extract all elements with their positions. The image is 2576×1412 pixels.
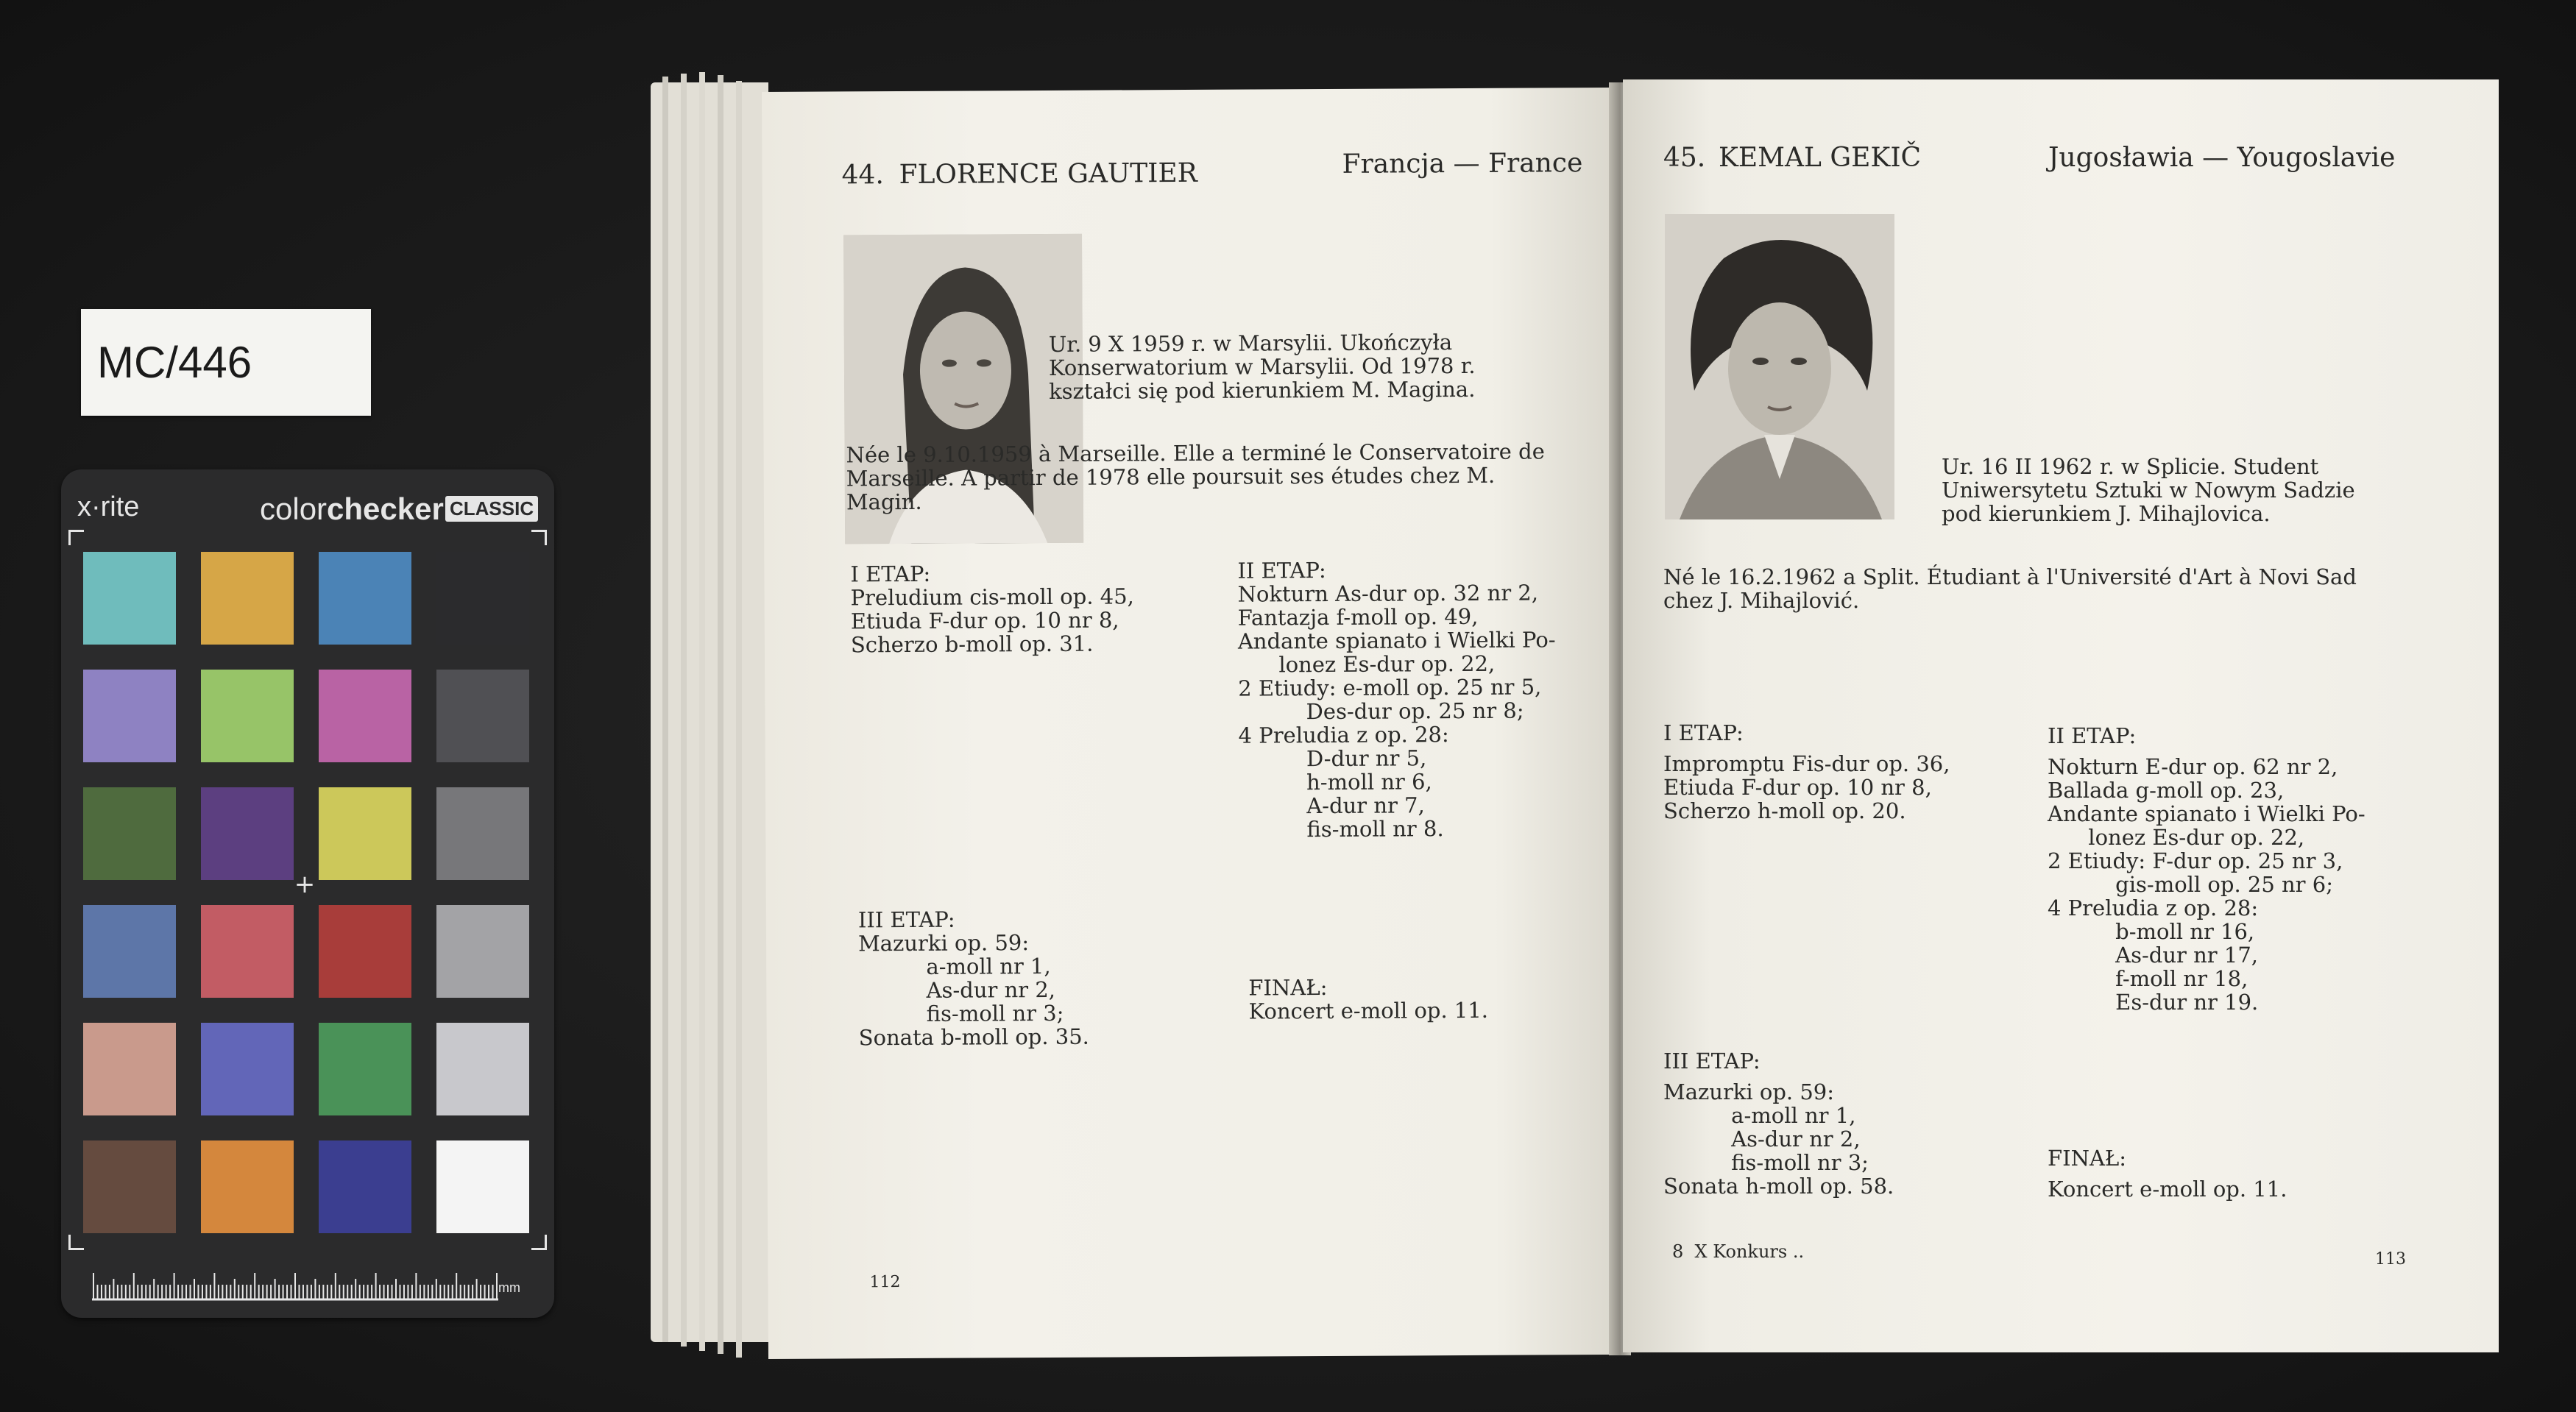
stage-1-program: Impromptu Fis-dur op. 36, Etiuda F-dur op. 10 nr 8, Scherzo h-moll op. 20. [1663,751,1950,823]
stage-3-program: Mazurki op. 59: a-moll nr 1, As-dur nr 2, fis-moll nr 3; Sonata b-moll op. 35. [857,930,1089,1051]
archive-label-text: MC/446 [97,338,252,387]
portrait-photo [1665,214,1894,519]
stage-3-program: Mazurki op. 59: a-moll nr 1, As-dur nr 2, fis-moll nr 3; Sonata h-moll op. 58. [1663,1079,1894,1199]
page-stack-edge [699,72,705,1351]
competitor-country: Francja — France [1342,148,1583,180]
page-stack-edge [718,75,723,1354]
bio-french: Née le 9.10.1959 à Marseille. Elle a terminé le Conservatoire de Marseille. A partir de 1978 elle poursuit ses études chez M. Magin. [846,439,1545,515]
right-page [1623,79,2499,1352]
bio-polish: Ur. 9 X 1959 r. w Marsylii. Ukończyła Konserwatorium w Marsylii. Od 1978 r. kształci się pod kierunkiem M. Magina. [1048,330,1476,404]
crosshair-icon: + [294,870,316,899]
stage-2-title: II ETAP: [2048,723,2137,748]
portrait-image [1665,214,1894,519]
final-title: FINAŁ: [2048,1146,2127,1171]
final-program: Koncert e-moll op. 11. [2048,1177,2287,1202]
competitor-name: KEMAL GEKIČ [1719,143,1922,173]
stage-2-title: II ETAP: [1237,557,1326,583]
xrite-logo: x·rite [77,492,140,522]
page-stack-edge [662,77,668,1342]
stage-2-program: Nokturn E-dur op. 62 nr 2, Ballada g-moll op. 23, Andante spianato i Wielki Po- lonez Es-dur op. 22, 2 Etiudy: F-dur op. 25 nr 3, gis-moll op. 25 nr 6; 4 Preludia z op. 28: b-moll nr 16, As-dur nr 17, f-moll nr 18, Es-dur nr 19. [2048,754,2366,1015]
stage-1-program: Preludium cis-moll op. 45, Etiuda F-dur op. 10 nr 8, Scherzo b-moll op. 31. [850,583,1134,658]
left-page [762,88,1626,1359]
ruler-unit: mm [498,1280,520,1295]
final-title: FINAŁ: [1248,974,1328,1001]
bio-polish: Ur. 16 II 1962 r. w Splicie. Student Uniwersytetu Sztuki w Nowym Sadzie pod kierunkiem J. Mihajlovica. [1942,454,2355,526]
bio-french: Né le 16.2.1962 a Split. Étudiant à l'Université d'Art à Novi Sad chez J. Mihajlović. [1663,564,2357,613]
stage-3-title: III ETAP: [857,907,955,933]
final-program: Koncert e-moll op. 11. [1248,997,1489,1024]
competitor-name: FLORENCE GAUTIER [899,157,1197,191]
stage-3-title: III ETAP: [1663,1049,1761,1074]
page-stack-edge [736,81,742,1358]
footer-signature: 8 X Konkurs .. [1672,1241,1805,1262]
page-number: 113 [2375,1250,2406,1269]
page-stack-edge [681,74,687,1347]
stage-2-program: Nokturn As-dur op. 32 nr 2, Fantazja f-moll op. 49, Andante spianato i Wielki Po- lonez Es-dur op. 22, 2 Etiudy: e-moll op. 25 nr 5, Des-dur op. 25 nr 8; 4 Preludia z op. 28: D-dur nr 5, h-moll nr 6, A-dur nr 7, fis-moll nr 8. [1237,580,1556,842]
competitor-country: Jugosławia — Yougoslavie [2048,143,2396,173]
stage-1-title: I ETAP: [1663,720,1744,745]
page-stack-edge [651,82,768,1342]
colorchecker-logo: colorchecker [260,492,444,526]
classic-badge: CLASSIC [445,496,538,522]
entry-number: 45. [1663,143,1706,173]
entry-number: 44. [841,160,884,191]
page-number: 112 [869,1273,901,1292]
stage-1-title: I ETAP: [850,561,931,587]
